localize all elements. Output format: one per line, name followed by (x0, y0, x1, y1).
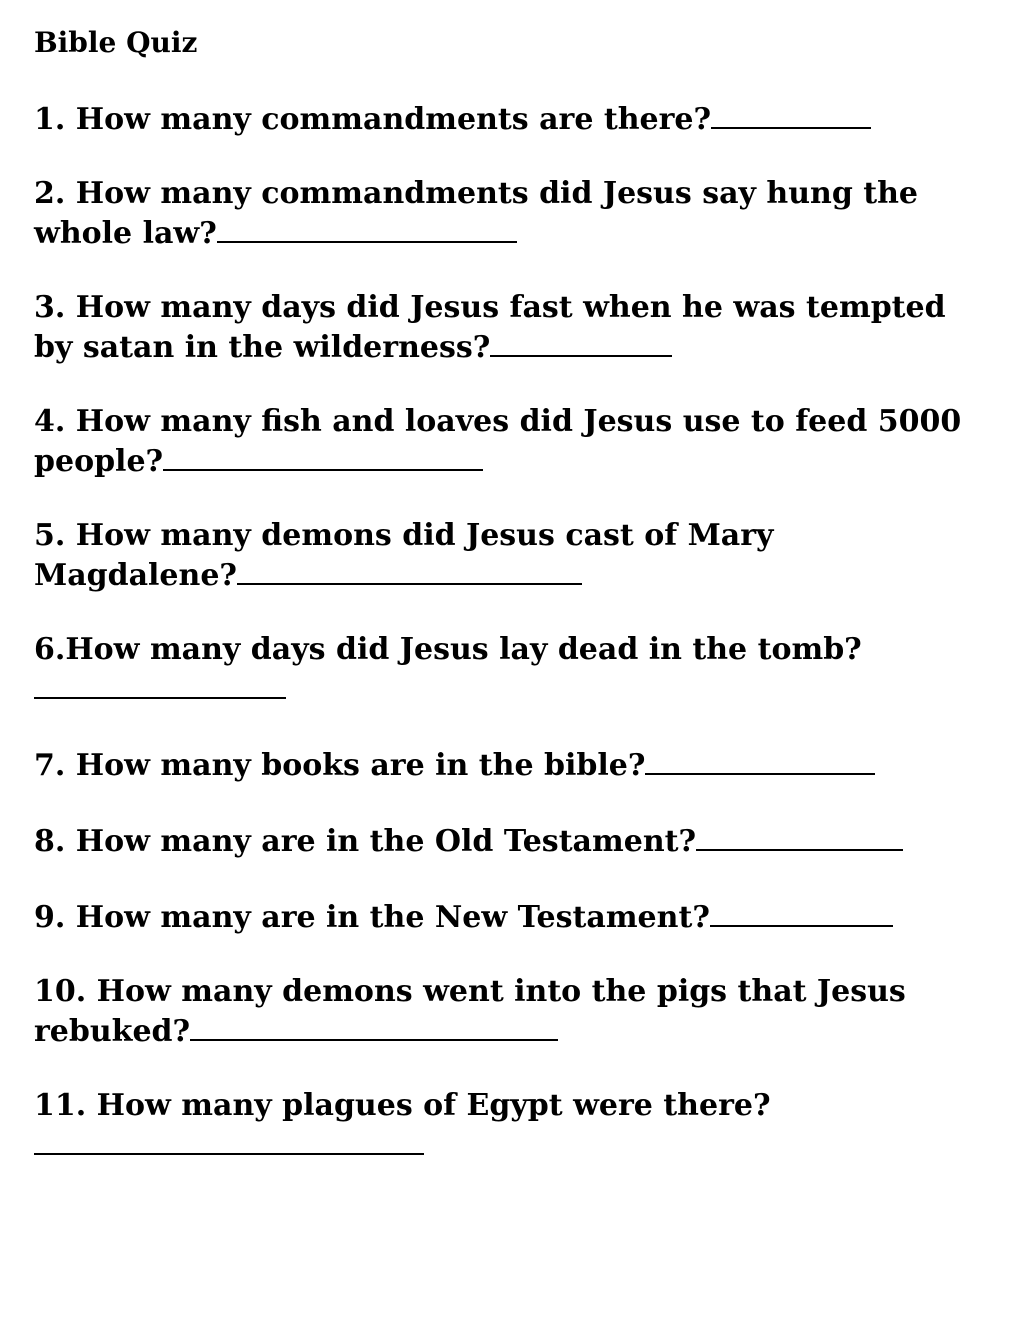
question-9-text: 9. How many are in the New Testament? (34, 900, 710, 935)
answer-blank-7[interactable] (645, 745, 875, 775)
question-2-line-1: 2. How many commandments did Jesus say hung the (34, 176, 919, 211)
question-8 (34, 821, 994, 861)
answer-blank-9[interactable] (710, 897, 893, 927)
question-11-line-2 (34, 1125, 994, 1165)
question-11 (34, 1087, 994, 1165)
question-5-line-1: 5. How many demons did Jesus cast of Mary (34, 518, 774, 553)
question-5-line-2 (34, 555, 994, 595)
question-4-text: people? (34, 444, 164, 479)
question-7-line-1 (34, 745, 994, 785)
question-9-line-1 (34, 897, 994, 937)
question-4 (34, 403, 994, 481)
question-5 (34, 517, 994, 595)
question-1 (34, 99, 994, 139)
question-4-line-2 (34, 441, 994, 481)
answer-blank-5[interactable] (237, 555, 582, 585)
question-6 (34, 631, 994, 709)
answer-blank-4[interactable] (163, 441, 483, 471)
question-10 (34, 973, 994, 1051)
question-10-line-2 (34, 1011, 994, 1051)
question-6-line-1: 6.How many days did Jesus lay dead in the tomb? (34, 632, 862, 667)
question-3-text: by satan in the wilderness? (34, 330, 491, 365)
answer-blank-11[interactable] (34, 1125, 424, 1155)
question-6-line-2 (34, 669, 994, 709)
question-3 (34, 289, 994, 367)
answer-blank-8[interactable] (696, 821, 903, 851)
question-10-text: rebuked? (34, 1014, 191, 1049)
quiz-title: Bible Quiz (34, 26, 198, 59)
answer-blank-10[interactable] (190, 1011, 558, 1041)
question-2 (34, 175, 994, 253)
answer-blank-3[interactable] (490, 327, 672, 357)
question-11-line-1: 11. How many plagues of Egypt were there? (34, 1088, 771, 1123)
question-1-text: 1. How many commandments are there? (34, 102, 712, 137)
question-3-line-1: 3. How many days did Jesus fast when he was tempted (34, 290, 946, 325)
answer-blank-6[interactable] (34, 669, 286, 699)
question-3-line-2 (34, 327, 994, 367)
question-5-text: Magdalene? (34, 558, 237, 593)
question-9 (34, 897, 994, 937)
question-1-line-1 (34, 99, 994, 139)
question-7-text: 7. How many books are in the bible? (34, 748, 646, 783)
question-10-line-1: 10. How many demons went into the pigs that Jesus (34, 974, 906, 1009)
question-8-line-1 (34, 821, 994, 861)
question-2-text: whole law? (34, 216, 217, 251)
question-2-line-2 (34, 213, 994, 253)
answer-blank-1[interactable] (711, 99, 871, 129)
question-7 (34, 745, 994, 785)
question-4-line-1: 4. How many fish and loaves did Jesus use to feed 5000 (34, 404, 962, 439)
question-8-text: 8. How many are in the Old Testament? (34, 824, 697, 859)
answer-blank-2[interactable] (217, 213, 517, 243)
